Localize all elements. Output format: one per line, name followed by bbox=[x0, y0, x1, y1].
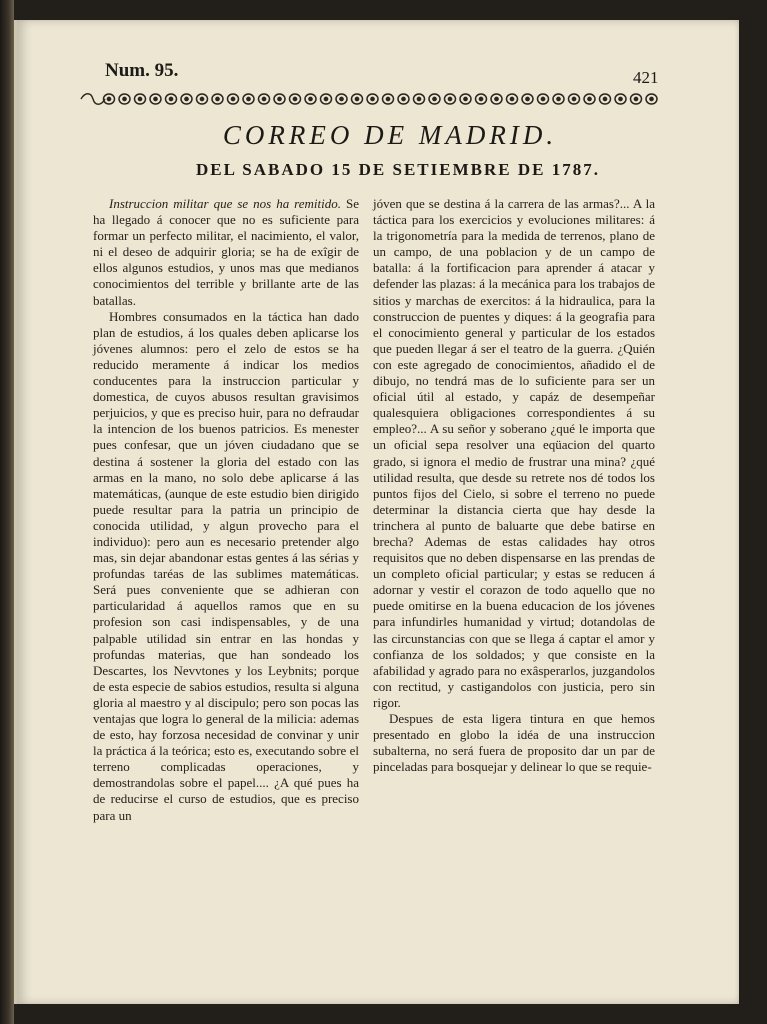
issue-number: Num. 95. bbox=[105, 60, 179, 81]
ornament-dot bbox=[464, 97, 467, 100]
ornament-dot bbox=[247, 97, 250, 100]
paragraph: Hombres consumados en la táctica han dado plan de estudios, á los quales deben aplicarse los jóvenes alumnos: pero el zelo de estos se ha reducido meramente á indicar los medios conducentes para la instruccion particular y domestica, de cuyos abusos resultan gravisimos perjuicios, y que es preciso huir, para no defraudar la intencion de los buenos patricios. Es menester pues confesar, que un jóven ciudadano que se destina á sostener la gloria del estado con las armas en la mano, no solo debe aplicarse á las matemáticas, (aunque de este estudio bien dirigido puede resultar para la patria un principio de conocida utilidad, y algun provecho para el individuo): pero aun es necesario pretender algo mas, sin dejar abandonar estas gentes á las sérias y profundas taréas de las sublimes matemáticas. Será pues conveniente que se adhieran con particularidad á aquellos ramos que en su profesion son casi indispensables, y de una palpable utilidad sin entrar en las hondas y profundas materias, que han sondeado los Descartes, los Nevvtones y los Leybnits; porque de esta especie de sabios estudios, resulta si alguna gloria al maestro y al discipulo; pero son pocas las ventajas que logra lo general de la milicia: ademas de esto, hay forzosa necesidad de convinar y unir la práctica á la teórica; esto es, executando sobre el terreno complicadas operaciones, y demostrandolas sobre el papel.... ¿A qué pues ha de reducirse el curso de estudios, que es preciso para un bbox=[93, 308, 359, 823]
ornament-dot bbox=[572, 97, 575, 100]
ornament-dot bbox=[433, 97, 436, 100]
ornament-dot bbox=[541, 97, 544, 100]
ornament-dot bbox=[479, 97, 482, 100]
ornament-dot bbox=[526, 97, 529, 100]
article-heading: Instruccion militar que se nos ha remitido. bbox=[109, 196, 342, 211]
ornament-dot bbox=[495, 97, 498, 100]
ornament-dot bbox=[123, 97, 126, 100]
dateline: DEL SABADO 15 DE SETIEMBRE DE 1787. bbox=[196, 160, 600, 179]
page-number: 421 bbox=[633, 68, 659, 87]
right-column bbox=[373, 196, 655, 775]
ornament-dot bbox=[340, 97, 343, 100]
ornament-dot bbox=[557, 97, 560, 100]
ornament-dot bbox=[650, 97, 653, 100]
ornament-dot bbox=[216, 97, 219, 100]
paragraph: Despues de esta ligera tintura en que hemos presentado en globo la idéa de una instruccion subalterna, no será fuera de proposito dar un par de pinceladas para bosquejar y delinear lo que se requie- bbox=[373, 711, 655, 775]
paragraph-text: Se ha llegado á conocer que no es suficiente para formar un perfecto militar, el nacimiento, el valor, ni el deseo de adquirir gloria; se ha de exîgir de ellos algunos estudios, y unos mas que medianos conocimientos del terrible y brillante arte de las batallas. bbox=[93, 196, 360, 308]
ornament-dot bbox=[448, 97, 451, 100]
ornament-dot bbox=[588, 97, 591, 100]
ornament-dot bbox=[355, 97, 358, 100]
ornament-dot bbox=[619, 97, 622, 100]
left-column bbox=[93, 196, 359, 824]
ornament-dot bbox=[371, 97, 374, 100]
ornament-dot bbox=[634, 97, 637, 100]
ornament-dot bbox=[262, 97, 265, 100]
newspaper-title: CORREO DE MADRID. bbox=[222, 120, 558, 150]
ornament-dot bbox=[402, 97, 405, 100]
ornament-dot bbox=[185, 97, 188, 100]
newspaper-page bbox=[14, 20, 739, 1004]
ornament-dot bbox=[386, 97, 389, 100]
ornament-dot bbox=[603, 97, 606, 100]
ornament-dot bbox=[107, 97, 110, 100]
book-spine-edge bbox=[0, 0, 14, 1024]
ornament-dot bbox=[278, 97, 281, 100]
ornament-dot bbox=[138, 97, 141, 100]
ornament-dot bbox=[154, 97, 157, 100]
ornament-dot bbox=[510, 97, 513, 100]
ornament-dot bbox=[200, 97, 203, 100]
ornament-dot bbox=[309, 97, 312, 100]
paragraph-intro bbox=[93, 196, 359, 309]
ornament-dot bbox=[169, 97, 172, 100]
ornament-dot bbox=[293, 97, 296, 100]
ornament-dot bbox=[231, 97, 234, 100]
ornamental-border bbox=[79, 90, 669, 108]
ornament-dot bbox=[417, 97, 420, 100]
ornament-dot bbox=[324, 97, 327, 100]
paragraph: jóven que se destina á la carrera de las armas?... A la táctica para los exercicios y evoluciones militares: á la trigonometría para la medida de terrenos, plano de un campo, de una poblacion y de un campo de batalla: á la fortificacion para aprender á atacar y defender las plazas: á la mecánica para los trabajos de sitios y marchas de exercitos: á la hidraulica, para la construccion de puentes y diques: á la geografia para el conocimiento general y particular de los estados que pueden llegar á ser el teatro de la guerra. ¿Quién con este agregado de conocimientos, añadido el de dibujo, no tendrá mas de lo suficiente para ser un oficial útil al estado, y capáz de desempeñar qualesquiera obligaciones correspondientes á su empleo?... A su señor y soberano ¿qué le importa que un oficial sepa resolver una eqüacion del quarto grado, si ignora el medio de frustrar una mina? ¿qué utilidad resulta, que desde su retrete nos dé todos los puntos fijos del Cielo, si sobre el terreno no puede determinar la distancia cierta que hay desde la trinchera al punto de baluarte que debe batirse en brecha? Ademas de estas calidades hay otros requisitos que no deben dispensarse en las prendas de un completo oficial particular; y estas se reducen á adornar y vestir el corazon de todo aquello que no puede omitirse en la buena educacion de los jóvenes para infundirles humanidad y virtud; dotandolas de las circunstancias con que se llega á captar el amor y confianza de los soldados; y que consiste en la afabilidad y agrado para no exâsperarlos, juzgandolos con rectitud, y castigandolos con justicia, pero sin rigor. bbox=[373, 196, 655, 710]
